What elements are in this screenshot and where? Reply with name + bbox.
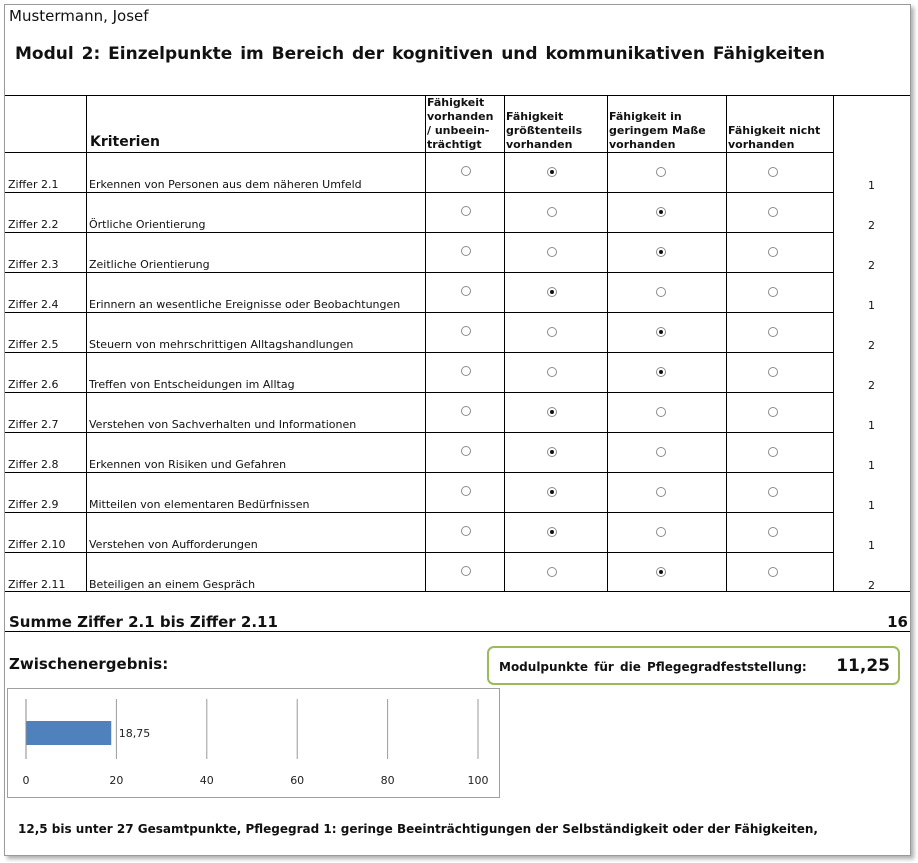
person-name: Mustermann, Josef <box>9 7 149 25</box>
rating-radio-col2[interactable] <box>547 207 557 217</box>
row-points: 2 <box>868 339 875 352</box>
summe-value: 16 <box>887 613 908 631</box>
ziffer-label: Ziffer 2.7 <box>8 418 59 431</box>
rating-radio-col2[interactable] <box>547 367 557 377</box>
pflegegrad-footer: 12,5 bis unter 27 Gesamtpunkte, Pflegegrad 1: geringe Beeinträchtigungen der Selbständigkeit oder der Fähigkeiten, <box>18 822 818 836</box>
rating-radio-col1[interactable] <box>461 486 471 496</box>
row-divider <box>5 272 833 273</box>
modulpunkte-label: Modulpunkte für die Pflegegradfeststellung: <box>499 660 807 674</box>
module-title: Modul 2: Einzelpunkte im Bereich der kognitiven und kommunikativen Fähigkeiten <box>15 44 826 64</box>
column-header-3 <box>609 110 706 152</box>
rating-radio-col3[interactable] <box>656 367 666 377</box>
column-header-line: vorhanden <box>427 110 494 123</box>
column-header-line: / unbeein- <box>427 124 490 137</box>
rating-radio-col1[interactable] <box>461 246 471 256</box>
column-header-line: geringem Maße <box>609 124 706 137</box>
rating-radio-col1[interactable] <box>461 206 471 216</box>
ziffer-label: Ziffer 2.3 <box>8 258 59 271</box>
rating-radio-col2[interactable] <box>547 487 557 497</box>
ziffer-label: Ziffer 2.9 <box>8 498 59 511</box>
row-divider <box>5 232 833 233</box>
chart-bar <box>27 721 112 745</box>
rating-radio-col1[interactable] <box>461 286 471 296</box>
chart-svg <box>8 689 499 797</box>
row-points: 2 <box>868 579 875 592</box>
rating-radio-col3[interactable] <box>656 247 666 257</box>
rating-radio-col2[interactable] <box>547 527 557 537</box>
rating-radio-col4[interactable] <box>768 247 778 257</box>
zwischenergebnis-chart <box>7 688 500 798</box>
column-divider <box>726 95 727 591</box>
rating-radio-col2[interactable] <box>547 447 557 457</box>
rating-radio-col4[interactable] <box>768 447 778 457</box>
column-header-1 <box>427 96 493 152</box>
rating-radio-col1[interactable] <box>461 446 471 456</box>
rating-radio-col2[interactable] <box>547 567 557 577</box>
rating-radio-col4[interactable] <box>768 207 778 217</box>
rating-radio-col3[interactable] <box>656 167 666 177</box>
row-divider <box>5 312 833 313</box>
chart-x-tick-label: 60 <box>290 774 305 787</box>
row-divider <box>5 472 833 473</box>
row-divider <box>5 432 833 433</box>
rating-radio-col2[interactable] <box>547 287 557 297</box>
criterion-label: Erkennen von Personen aus dem näheren Umfeld <box>89 178 362 191</box>
row-points: 1 <box>868 179 875 192</box>
column-divider <box>86 95 87 591</box>
rating-radio-col2[interactable] <box>547 167 557 177</box>
rating-radio-col1[interactable] <box>461 326 471 336</box>
row-divider <box>5 512 833 513</box>
row-divider <box>5 352 833 353</box>
modulpunkte-box <box>487 646 900 685</box>
summe-bottom-border <box>5 631 910 632</box>
column-header-line: trächtigt <box>427 138 482 151</box>
rating-radio-col1[interactable] <box>461 166 471 176</box>
criterion-label: Mitteilen von elementaren Bedürfnissen <box>89 498 310 511</box>
row-points: 1 <box>868 459 875 472</box>
modulpunkte-value: 11,25 <box>836 656 890 676</box>
row-points: 2 <box>868 259 875 272</box>
column-header-line: vorhanden <box>728 138 795 151</box>
ziffer-label: Ziffer 2.5 <box>8 338 59 351</box>
header-bottom-border <box>5 152 833 153</box>
rating-radio-col4[interactable] <box>768 567 778 577</box>
rating-radio-col1[interactable] <box>461 406 471 416</box>
rating-radio-col4[interactable] <box>768 287 778 297</box>
rating-radio-col3[interactable] <box>656 487 666 497</box>
column-header-line: vorhanden <box>609 138 676 151</box>
criterion-label: Örtliche Orientierung <box>89 218 206 231</box>
rating-radio-col4[interactable] <box>768 327 778 337</box>
criterion-label: Beteiligen an einem Gespräch <box>89 578 256 591</box>
rating-radio-col3[interactable] <box>656 327 666 337</box>
ziffer-label: Ziffer 2.6 <box>8 378 59 391</box>
column-header-line: Fähigkeit <box>506 110 564 123</box>
chart-x-tick-label: 100 <box>467 774 489 787</box>
rating-radio-col3[interactable] <box>656 447 666 457</box>
rating-radio-col2[interactable] <box>547 247 557 257</box>
row-points: 2 <box>868 219 875 232</box>
ziffer-label: Ziffer 2.2 <box>8 218 59 231</box>
row-points: 1 <box>868 299 875 312</box>
column-divider <box>833 95 834 591</box>
rating-radio-col4[interactable] <box>768 167 778 177</box>
table-bottom-border <box>5 591 910 592</box>
zwischenergebnis-label: Zwischenergebnis: <box>9 655 169 673</box>
criterion-label: Erkennen von Risiken und Gefahren <box>89 458 287 471</box>
column-divider <box>504 95 505 591</box>
column-header-line: Fähigkeit nicht <box>728 124 821 137</box>
row-divider <box>5 392 833 393</box>
rating-radio-col3[interactable] <box>656 407 666 417</box>
rating-radio-col1[interactable] <box>461 566 471 576</box>
rating-radio-col4[interactable] <box>768 367 778 377</box>
criterion-label: Verstehen von Sachverhalten und Informationen <box>89 418 357 431</box>
kriterien-header: Kriterien <box>90 134 160 150</box>
criterion-label: Steuern von mehrschrittigen Alltagshandlungen <box>89 338 354 351</box>
column-header-line: Fähigkeit in <box>609 110 682 123</box>
criterion-label: Verstehen von Aufforderungen <box>89 538 258 551</box>
ziffer-label: Ziffer 2.1 <box>8 178 59 191</box>
rating-radio-col1[interactable] <box>461 526 471 536</box>
rating-radio-col2[interactable] <box>547 407 557 417</box>
rating-radio-col4[interactable] <box>768 527 778 537</box>
row-divider <box>5 192 833 193</box>
rating-radio-col3[interactable] <box>656 207 666 217</box>
column-header-line: Fähigkeit <box>427 96 485 109</box>
column-header-4 <box>728 124 820 152</box>
column-header-line: größtenteils <box>506 124 583 137</box>
row-points: 1 <box>868 499 875 512</box>
ziffer-label: Ziffer 2.8 <box>8 458 59 471</box>
column-header-2 <box>506 110 582 152</box>
column-header-line: vorhanden <box>506 138 573 151</box>
rating-radio-col4[interactable] <box>768 407 778 417</box>
summe-label: Summe Ziffer 2.1 bis Ziffer 2.11 <box>9 613 278 631</box>
column-divider <box>607 95 608 591</box>
criterion-label: Erinnern an wesentliche Ereignisse oder Beobachtungen <box>89 298 401 311</box>
column-divider <box>425 95 426 591</box>
rating-radio-col3[interactable] <box>656 527 666 537</box>
ziffer-label: Ziffer 2.11 <box>8 578 66 591</box>
rating-radio-col3[interactable] <box>656 567 666 577</box>
chart-x-tick-label: 80 <box>380 774 395 787</box>
rating-radio-col3[interactable] <box>656 287 666 297</box>
chart-x-tick-label: 0 <box>22 774 30 787</box>
criterion-label: Zeitliche Orientierung <box>89 258 210 271</box>
ziffer-label: Ziffer 2.4 <box>8 298 59 311</box>
row-points: 1 <box>868 419 875 432</box>
criterion-label: Treffen von Entscheidungen im Alltag <box>89 378 295 391</box>
row-divider <box>5 552 833 553</box>
row-points: 2 <box>868 379 875 392</box>
row-points: 1 <box>868 539 875 552</box>
rating-radio-col2[interactable] <box>547 327 557 337</box>
chart-x-tick-label: 40 <box>199 774 214 787</box>
rating-radio-col4[interactable] <box>768 487 778 497</box>
chart-data-label: 18,75 <box>118 727 151 740</box>
chart-x-tick-label: 20 <box>109 774 124 787</box>
rating-radio-col1[interactable] <box>461 366 471 376</box>
ziffer-label: Ziffer 2.10 <box>8 538 66 551</box>
